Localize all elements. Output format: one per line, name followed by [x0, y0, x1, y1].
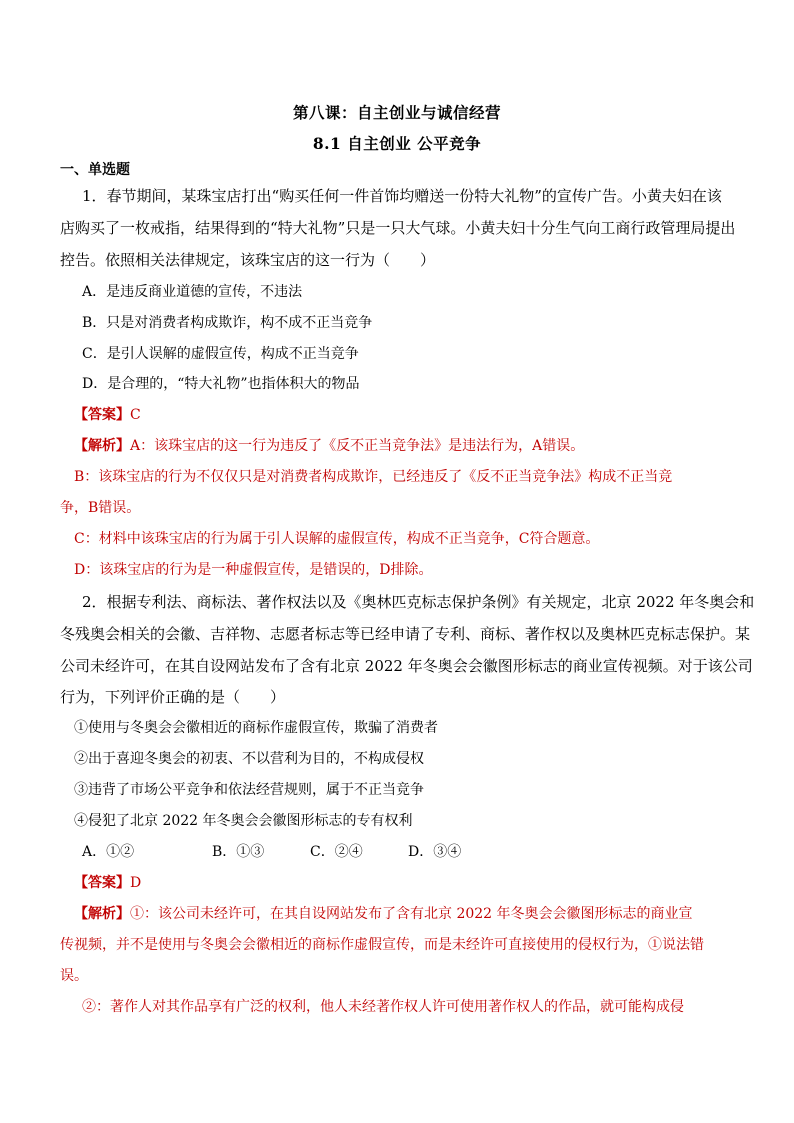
q2-analysis-line: ②：著作人对其作品享有广泛的权利，他人未经著作权人许可使用著作权人的作品，就可能构成侵 [82, 999, 684, 1015]
q1-stem-line: 1．春节期间，某珠宝店打出“购买任何一件首饰均赠送一份特大礼物”的宣传广告。小黄夫妇在该 [82, 187, 722, 205]
analysis-text: ①：该公司未经许可，在其自设网站发布了含有北京 2022 年冬奥会会徽图形标志的商业宣 [130, 906, 693, 922]
q2-stem-line: 冬残奥会相关的会徽、吉祥物、志愿者标志等已经申请了专利、商标、著作权以及奥林匹克标志保护。某 [60, 625, 751, 643]
q1-option-b: B．只是对消费者构成欺诈，构不成不正当竞争 [82, 315, 373, 331]
lesson-title: 第八课：自主创业与诚信经营 [292, 103, 501, 122]
q2-analysis-line [74, 904, 693, 924]
answer-value: D [130, 875, 142, 891]
q1-analysis-line [74, 436, 584, 456]
q2-item-4: ④侵犯了北京 2022 年冬奥会会徽图形标志的专有权利 [74, 813, 413, 829]
q2-stem-line: 行为，下列评价正确的是（ ） [60, 688, 286, 706]
q2-stem-line: 公司未经许可，在其自设网站发布了含有北京 2022 年冬奥会会徽图形标志的商业宣传视频。对于该公司 [60, 657, 753, 675]
q2-choice-b: B．①③ [212, 844, 265, 860]
q1-analysis-line: C：材料中该珠宝店的行为属于引人误解的虚假宣传，构成不正当竞争，C符合题意。 [74, 531, 600, 547]
q2-choice-c: C．②④ [310, 844, 363, 860]
q2-analysis-line: 误。 [60, 968, 88, 984]
q1-stem-line: 控告。依照相关法律规定，该珠宝店的这一行为（ ） [60, 251, 436, 269]
q1-answer [74, 405, 141, 425]
q1-analysis-line: 争，B错误。 [60, 500, 141, 516]
q2-item-1: ①使用与冬奥会会徽相近的商标作虚假宣传，欺骗了消费者 [74, 720, 438, 736]
q2-item-3: ③违背了市场公平竞争和依法经营规则，属于不正当竞争 [74, 782, 424, 798]
answer-label: 【答案】 [74, 407, 130, 423]
q2-choice-a: A．①② [82, 844, 135, 860]
q1-analysis-line: D：该珠宝店的行为是一种虚假宣传，是错误的，D排除。 [74, 562, 433, 578]
analysis-label: 【解析】 [74, 438, 130, 454]
answer-value: C [130, 407, 141, 423]
q2-answer [74, 873, 141, 893]
question-type-heading: 一、单选题 [60, 162, 130, 178]
analysis-text: A：该珠宝店的这一行为违反了《反不正当竞争法》是违法行为，A错误。 [130, 438, 585, 454]
q1-option-a: A．是违反商业道德的宣传，不违法 [82, 284, 303, 300]
q1-stem-line: 店购买了一枚戒指，结果得到的“特大礼物”只是一只大气球。小黄夫妇十分生气向工商行政管理局提出 [60, 219, 736, 237]
q1-analysis-line: B：该珠宝店的行为不仅仅只是对消费者构成欺诈，已经违反了《反不正当竞争法》构成不正当竞 [74, 469, 673, 485]
answer-label: 【答案】 [74, 875, 130, 891]
q2-item-2: ②出于喜迎冬奥会的初衷、不以营利为目的，不构成侵权 [74, 751, 424, 767]
q2-choice-d: D．③④ [408, 844, 462, 860]
q1-option-c: C．是引人误解的虚假宣传，构成不正当竞争 [82, 346, 359, 362]
section-subtitle: 8.1 自主创业 公平竞争 [312, 134, 482, 153]
q1-option-d: D．是合理的，“特大礼物”也指体积大的物品 [82, 376, 360, 392]
q2-analysis-line: 传视频，并不是使用与冬奥会会徽相近的商标作虚假宣传，而是未经许可直接使用的侵权行为，①说法错 [60, 937, 704, 953]
q2-stem-line: 2．根据专利法、商标法、著作权法以及《奥林匹克标志保护条例》有关规定，北京 2022 年冬奥会和 [82, 593, 755, 611]
analysis-label: 【解析】 [74, 906, 130, 922]
